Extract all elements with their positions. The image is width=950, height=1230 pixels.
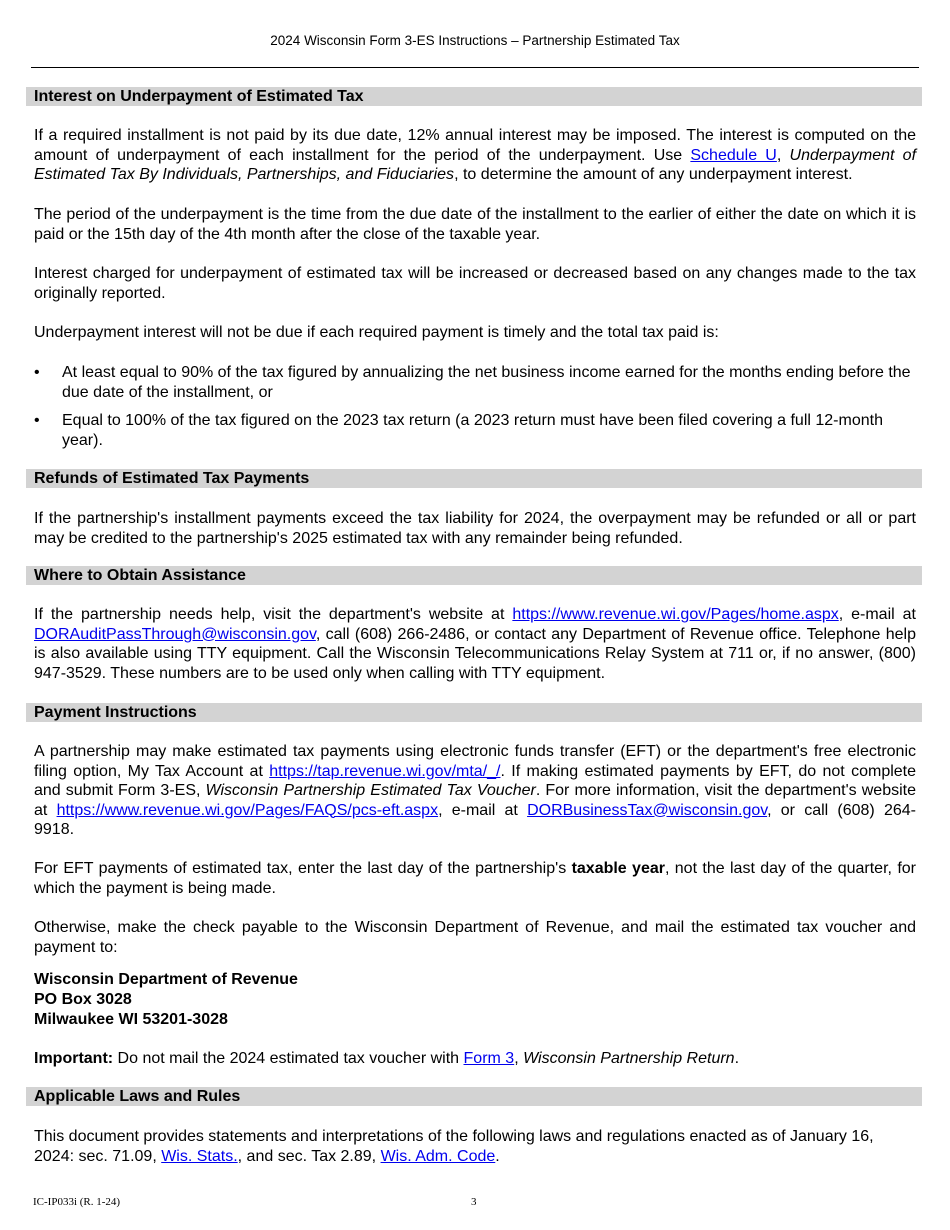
section-heading-refunds: Refunds of Estimated Tax Payments xyxy=(26,469,922,488)
revenue-home-link[interactable]: https://www.revenue.wi.gov/Pages/home.aspx xyxy=(512,606,839,623)
bullet-dot-icon: • xyxy=(34,412,40,429)
interest-paragraph-1 xyxy=(34,126,916,185)
refunds-paragraph: If the partnership's installment payments exceed the tax liability for 2024, the overpayment may be refunded or all or part may be credited to the partnership's 2025 estimated tax with any remainder being refunded. xyxy=(34,510,916,547)
interest-p1-text-a: If a required installment is not paid by its due date, 12% annual interest may be imposed. The interest is computed on the amount of underpayment of each installment for the period of the underpayment. Use xyxy=(34,127,916,164)
assistance-text-a: If the partnership needs help, visit the department's website at xyxy=(34,606,513,623)
payment-p2-text-b: , not the last day of the quarter, for which the payment is being made. xyxy=(34,860,916,897)
bullet-text: Equal to 100% of the tax figured on the 2023 tax return (a 2023 return must have been filed covering a full 12-month year). xyxy=(62,412,883,449)
important-text-b: , xyxy=(514,1050,524,1067)
interest-paragraph-4: Underpayment interest will not be due if each required payment is timely and the total tax paid is: xyxy=(34,324,719,341)
important-text-a: Do not mail the 2024 estimated tax voucher with xyxy=(113,1050,464,1067)
laws-text-b: , and sec. Tax 2.89, xyxy=(237,1147,381,1165)
payment-p2-text-a: For EFT payments of estimated tax, enter the last day of the partnership's xyxy=(34,860,572,877)
payment-paragraph-1 xyxy=(34,742,916,840)
payment-p1-text-b: . If making estimated payments by EFT, do not complete and submit Form 3-ES, xyxy=(34,762,917,799)
eft-faq-link[interactable]: https://www.revenue.wi.gov/Pages/FAQS/pcs-eft.aspx xyxy=(56,801,439,819)
assistance-paragraph xyxy=(34,605,916,683)
footer-form-id: IC-IP033i (R. 1-24) xyxy=(33,1196,121,1208)
payment-p2-bold: taxable year xyxy=(571,860,665,877)
payment-paragraph-2 xyxy=(34,859,916,898)
section-heading-payment: Payment Instructions xyxy=(26,703,922,722)
page-header-title: 2024 Wisconsin Form 3-ES Instructions – Partnership Estimated Tax xyxy=(270,33,680,48)
interest-paragraph-3: Interest charged for underpayment of estimated tax will be increased or decreased based on any changes made to the tax originally reported. xyxy=(34,265,916,302)
bullet-dot-icon: • xyxy=(34,364,40,381)
wis-stats-link[interactable]: Wis. Stats. xyxy=(161,1147,238,1165)
audit-email-link[interactable]: DORAuditPassThrough@wisconsin.gov xyxy=(34,625,316,643)
payment-p1-text-d: , e-mail at xyxy=(438,801,528,819)
business-tax-email-link[interactable]: DORBusinessTax@wisconsin.gov xyxy=(527,801,768,819)
footer-page-number: 3 xyxy=(471,1196,477,1208)
payment-p1-text-c: . For more information, visit the department's website at xyxy=(34,782,916,819)
payment-p1-text-a: A partnership may make estimated tax payments using electronic funds transfer (EFT) or the department's free electronic filing option, My Tax Account at xyxy=(34,743,916,780)
mailing-address-line-2: PO Box 3028 xyxy=(34,991,132,1008)
payment-important-note xyxy=(34,1049,916,1069)
important-label: Important: xyxy=(34,1050,114,1067)
assistance-text-c: , call (608) 266-2486, or contact any Department of Revenue office. Telephone help is also available using TTY equipment. Call the Wisconsin Telecommunications Relay System at 711 or, if no answer, (800) 947-3529. These numbers are to be used only when calling with TTY equipment. xyxy=(34,625,916,682)
section-heading-assistance: Where to Obtain Assistance xyxy=(26,566,922,585)
laws-text-a: This document provides statements and interpretations of the following laws and regulations enacted as of January 16, 2024: sec. 71.09, xyxy=(34,1128,874,1165)
header-divider xyxy=(31,67,919,68)
important-italic: Wisconsin Partnership Return xyxy=(523,1050,735,1067)
interest-p1-text-b: , xyxy=(776,146,790,164)
assistance-text-b: , e-mail at xyxy=(838,606,916,623)
interest-paragraph-2: The period of the underpayment is the time from the due date of the installment to the earlier of either the date on which it is paid or the 15th day of the 4th month after the close of the taxable year. xyxy=(34,206,916,243)
laws-paragraph xyxy=(34,1127,916,1166)
section-heading-laws: Applicable Laws and Rules xyxy=(26,1087,922,1106)
schedule-u-link[interactable]: Schedule U xyxy=(690,146,777,164)
mailing-address-line-1: Wisconsin Department of Revenue xyxy=(34,971,298,988)
wis-adm-code-link[interactable]: Wis. Adm. Code xyxy=(380,1147,496,1165)
interest-p1-text-c: , to determine the amount of any underpayment interest. xyxy=(454,166,853,183)
bullet-text: At least equal to 90% of the tax figured by annualizing the net business income earned for the months ending before the due date of the installment, or xyxy=(62,364,911,401)
important-text-c: . xyxy=(734,1050,740,1067)
section-heading-interest: Interest on Underpayment of Estimated Tax xyxy=(26,87,922,106)
payment-p1-text-e: , or call (608) 264-9918. xyxy=(34,801,916,838)
payment-p1-italic: Wisconsin Partnership Estimated Tax Voucher xyxy=(205,782,536,799)
form-3-link[interactable]: Form 3 xyxy=(463,1050,515,1067)
my-tax-account-link[interactable]: https://tap.revenue.wi.gov/mta/_/ xyxy=(269,762,501,780)
laws-text-c: . xyxy=(495,1147,500,1165)
mailing-address-line-3: Milwaukee WI 53201-3028 xyxy=(34,1011,228,1028)
interest-p1-italic: Underpayment of Estimated Tax By Individuals, Partnerships, and Fiduciaries xyxy=(34,146,917,183)
payment-paragraph-3: Otherwise, make the check payable to the Wisconsin Department of Revenue, and mail the estimated tax voucher and payment to: xyxy=(34,919,916,956)
